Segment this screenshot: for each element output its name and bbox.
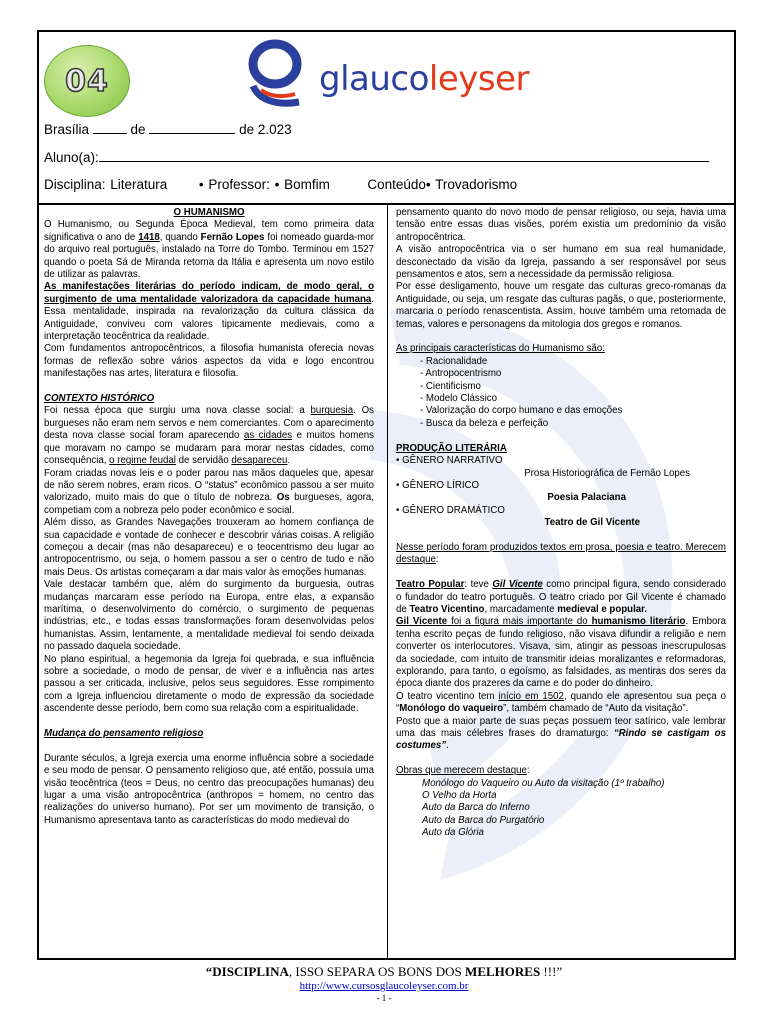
lesson-number: 04	[65, 63, 109, 99]
footer-slogan: “DISCIPLINA, ISSO SEPARA OS BONS DOS MELHORES !!!”	[205, 964, 563, 979]
content-label: Conteúdo• Trovadorismo	[367, 177, 518, 192]
list-item: - Racionalidade	[420, 355, 488, 367]
genre-detail: Prosa Historiográfica de Fernão Lopes	[524, 467, 690, 479]
column-divider	[387, 205, 388, 959]
month-blank	[149, 122, 235, 134]
left-column	[44, 207, 374, 827]
day-blank	[93, 122, 127, 134]
genre-detail: Teatro de Gil Vicente	[544, 517, 640, 529]
section-heading: Mudança do pensamento religioso	[44, 728, 204, 740]
work-item: Monólogo do Vaqueiro ou Auto da visitação (1º trabalho)	[422, 777, 665, 789]
page-number: - 1 -	[376, 993, 392, 1003]
paragraph: Foram criadas novas leis e o poder parou nas mãos daqueles que, apesar de não serem nobres, eram ricos. O “status” econômico passou a ser muito valorizado, muito mais do que o título de nobreza. Os burgueses, agora, competiam com a nobreza pelo poder econômico e social.	[44, 467, 374, 516]
paragraph: Durante séculos, a Igreja exercia uma enorme influência sobre a sociedade e seu modo de pensar. O pensamento religioso que, até então, possuía uma visão teocêntrica (teos = Deus, no centro das preocupações humanas) deu lugar a uma visão antropocêntrica (anthropos = homem, no centro das realizações do universo humano). Por ser um movimento de transição, o Humanismo apresentava tanto as características do modo medieval do	[44, 752, 374, 826]
work-item: Auto da Glória	[422, 827, 484, 839]
section-title: O HUMANISMO	[173, 207, 245, 218]
list-item: - Cientificismo	[420, 380, 481, 392]
subject-line	[44, 177, 517, 192]
paragraph: Nesse período foram produzidos textos em prosa, poesia e teatro. Merecem destaque:	[396, 541, 726, 566]
student-name-blank	[99, 150, 709, 162]
characteristics-title: As principais características do Humanismo são:	[396, 343, 605, 355]
paragraph: O teatro vicentino tem início em 1502, quando ele apresentou sua peça o “Monólogo do vaqueiro”, também chamado de “Auto da visitação”.	[396, 690, 726, 715]
year-label: de 2.023	[239, 122, 292, 137]
footer-url	[0, 980, 768, 992]
paragraph: As manifestações literárias do período indicam, de modo geral, o surgimento de uma mentalidade valorizadora da capacidade humana. Essa mentalidade, inspirada na revalorização da cultura clássica da Antiguidade, conviveu com valores tipicamente medievais, como a interpretação teocêntrica da realidade.	[44, 281, 374, 343]
production-title: PRODUÇÃO LITERÁRIA	[396, 442, 507, 454]
list-item: - Valorização do corpo humano e das emoções	[420, 405, 623, 417]
logo-text-leyser: leyser	[428, 59, 530, 99]
section-heading: CONTEXTO HISTÓRICO	[44, 393, 155, 405]
paragraph: Foi nessa época que surgiu uma nova classe social: a burguesia. Os burgueses não eram nem servos e nem comerciantes. Com o aparecimento desta nova classe social foram aparecendo as cidades e muitos homens que moravam no campo se mudaram para morar nestas cidades, como consequência, o regime feudal de servidão desapareceu.	[44, 405, 374, 467]
list-item: - Modelo Clássico	[420, 393, 497, 405]
paragraph: pensamento quanto do novo modo de pensar religioso, ou seja, havia uma tensão entre essas duas visões, porém existia um predomínio da visão antropocêntrica.	[396, 207, 726, 243]
works-title: Obras que merecem destaque:	[396, 765, 530, 777]
genre-item: • GÊNERO LÍRICO	[396, 479, 480, 491]
list-item: - Antropocentrismo	[420, 368, 502, 380]
right-column	[396, 207, 726, 840]
list-item: - Busca da beleza e perfeição	[420, 417, 549, 429]
genre-item: • GÊNERO NARRATIVO	[396, 455, 503, 467]
city-label: Brasília	[44, 122, 90, 137]
logo-text-glauco: glauco	[319, 59, 429, 99]
date-de-label: de	[130, 122, 146, 137]
paragraph: Posto que a maior parte de suas peças possuem teor satírico, vale lembrar uma das mais célebres frases do dramaturgo: “Rindo se castigam os costumes”.	[396, 715, 726, 752]
logo-mark-icon	[245, 36, 315, 116]
paragraph: Gil Vicente foi a figura mais importante do humanismo literário. Embora tenha escrito peças de fundo religioso, não visava difundir a religião e nem converter os interlocutores. Visava, sim, atingir as pessoas inescrupulosas da sociedade, com intuito de transmitir ideias moralizantes e reformadoras, explorando, para tanto, o egoísmo, as falsidades, as mentiras dos seres da época diante dos prazeres da carne e do poder do dinheiro.	[396, 616, 726, 690]
genre-detail: Poesia Palaciana	[547, 492, 626, 504]
brand-logo	[245, 36, 529, 116]
paragraph: Além disso, as Grandes Navegações trouxeram ao homem confiança de sua capacidade e vontade de conhecer e descobrir várias coisas. A religião começou a decair (mas não desapareceu) e o teocentrismo deu lugar ao antropocentrismo, ou seja, o homem passou a ser o centro de tudo e não mais Deus. Os artistas começaram a dar mais valor às emoções humanas.	[44, 517, 374, 578]
paragraph: Com fundamentos antropocêntricos, a filosofia humanista oferecia novas formas de reflexão sobre vários aspectos da vida e logo encontrou manifestações nas artes, literatura e filosofia.	[44, 343, 374, 380]
lesson-number-badge	[44, 45, 130, 117]
date-line	[44, 122, 292, 137]
work-item: Auto da Barca do Purgatório	[422, 814, 545, 826]
student-line	[44, 150, 709, 165]
work-item: O Velho da Horta	[422, 790, 497, 802]
paragraph: Teatro Popular: teve Gil Vicente como principal figura, sendo considerado o fundador do teatro português. O teatro criado por Gil Vicente é chamado de Teatro Vicentino, marcadamente medieval e popular.	[396, 579, 726, 615]
work-item: Auto da Barca do Inferno	[422, 802, 530, 814]
teacher-label: • Professor: • Bomfim	[198, 177, 330, 192]
paragraph: A visão antropocêntrica via o ser humano em sua real humanidade, desconectado da visão da Igreja, passando a ser responsável por seus pensamentos e atos, sem a necessidade da permissão religiosa.	[396, 244, 726, 281]
genre-item: • GÊNERO DRAMÁTICO	[396, 504, 505, 516]
paragraph: No plano espiritual, a hegemonia da Igreja foi quebrada, e sua influência sobre a sociedade, o modo de pensar, de viver e a influência nas artes passou a ser criticada, inclusive, pelos seus seguidores. Esse rompimento com a Igreja influenciou diretamente o modo de expressão da sociedade ascendente desse período, bem como sua relação com a espiritualidade.	[44, 653, 374, 715]
paragraph: O Humanismo, ou Segunda Época Medieval, tem como primeira data significativa o ano de 1418, quando Fernão Lopes foi nomeado guarda-mor do arquivo real português, instalado na Torre do Tombo. Terminou em 1527 quando o poeta Sá de Miranda retorna da Itália e apresenta um novo estilo de utilizar as palavras.	[44, 219, 374, 281]
paragraph: Vale destacar também que, além do surgimento da burguesia, outras mudanças marcaram esse período na Europa, entre elas, a expansão marítima, o desenvolvimento do comércio, o surgimento de pequenas indústrias, etc., e todas essas transformações foram desenvolvidas pelos humanistas. Assim, lentamente, a mentalidade medieval foi sendo deixada no passado daquela sociedade.	[44, 579, 374, 653]
logo-wordmark	[319, 59, 529, 99]
subject-label: Disciplina: Literatura	[44, 177, 168, 192]
student-label: Aluno(a):	[44, 150, 99, 165]
paragraph: Por esse desligamento, houve um resgate das culturas greco-romanas da Antiguidade, ou seja, um resgate das culturas pagãs, o que, posteriormente, marcaria o período renascentista. Assim, houve também uma retomada de temas, valores e personagens da mitologia dos gregos e romanos.	[396, 281, 726, 330]
website-link[interactable]: http://www.cursosglaucoleyser.com.br	[299, 980, 469, 992]
